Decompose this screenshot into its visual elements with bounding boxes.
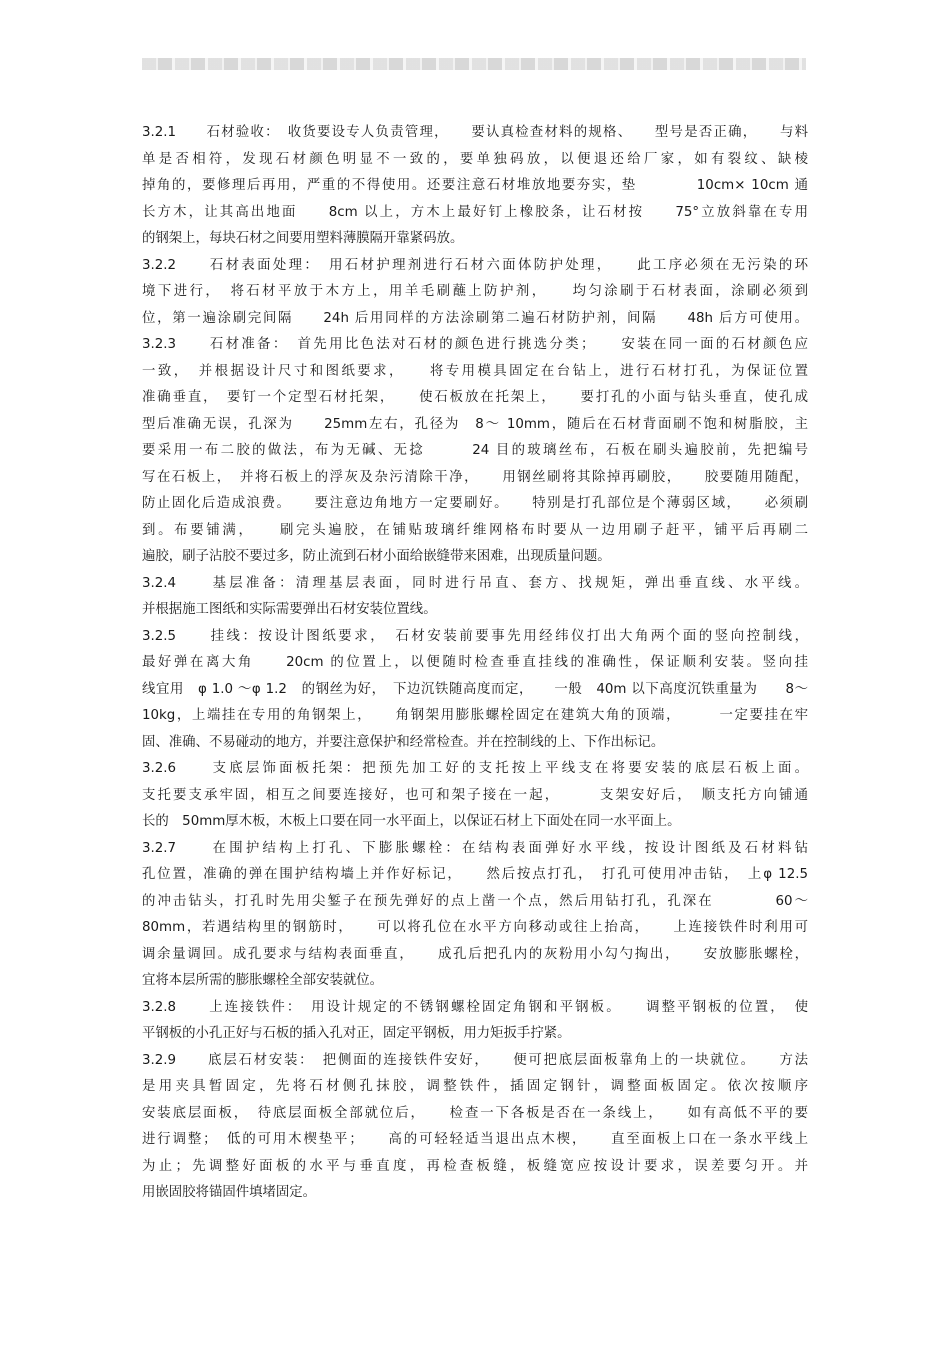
text-line: 孔位置，准确的弹在围护结构墙上并作好标记， 然后按点打孔， 打孔可使用冲击钻， 上φ 12.5 bbox=[142, 867, 808, 882]
text-line: 安装底层面板， 待底层面板全部就位后， 检查一下各板是否在一条线上， 如有高低不平的要 bbox=[142, 1105, 808, 1121]
text-line: 3.2.4 基层准备：清理基层表面，同时进行吊直、套方、找规矩，弹出垂直线、水平线。 bbox=[142, 575, 808, 591]
text-line: 一致， 并根据设计尺寸和图纸要求， 将专用模具固定在台钻上，进行石材打孔，为保证位置 bbox=[142, 363, 808, 379]
text-line: 平钢板的小孔正好与石板的插入孔对正，固定平钢板，用力矩扳手拧紧。 bbox=[142, 1026, 571, 1041]
text-line: 是用夹具暂固定，先将石材侧孔抹胶，调整铁件，插固定钢针，调整面板固定。依次按顺序 bbox=[142, 1079, 808, 1094]
text-line: 单是否相符，发现石材颜色明显不一致的，要单独码放，以便退还给厂家，如有裂纹、缺棱 bbox=[142, 151, 808, 167]
text-line: 80mm，若遇结构里的钢筋时， 可以将孔位在水平方向移动或往上抬高， 上连接铁件时利用可 bbox=[142, 920, 808, 935]
text-line: 3.2.5 挂线：按设计图纸要求， 石材安装前要事先用经纬仪打出大角两个面的竖向控制线， bbox=[142, 628, 808, 644]
text-line: 写在石板上， 并将石板上的浮灰及杂污清除干净， 用钢丝刷将其除掉再刷胶， 胶要随用随配， bbox=[142, 469, 808, 485]
text-line: 3.2.1 石材验收： 收货要设专人负责管理， 要认真检查材料的规格、 型号是否正确， 与料 bbox=[142, 125, 808, 140]
text-line: 宜将本层所需的膨胀螺栓全部安装就位。 bbox=[142, 973, 384, 988]
text-line: 长方木，让其高出地面 8cm 以上，方木上最好钉上橡胶条，让石材按 75°立放斜靠在专用 bbox=[142, 204, 808, 220]
text-line: 3.2.3 石材准备： 首先用比色法对石材的颜色进行挑选分类； 安装在同一面的石材颜色应 bbox=[142, 337, 808, 352]
header-rule bbox=[142, 58, 806, 70]
text-line: 境下进行， 将石材平放于木方上，用羊毛刷蘸上防护剂， 均匀涂刷于石材表面，涂刷必须到 bbox=[142, 284, 808, 299]
text-line: 的冲击钻头，打孔时先用尖錾子在预先弹好的点上凿一个点，然后用钻打孔，孔深在 60～ bbox=[142, 893, 808, 909]
text-line: 3.2.6 支底层饰面板托架：把预先加工好的支托按上平线支在将要安装的底层石板上面。 bbox=[142, 761, 808, 776]
text-line: 防止固化后造成浪费。 要注意边角地方一定要刷好。 特别是打孔部位是个薄弱区域， 必须刷 bbox=[142, 496, 808, 511]
text-line: 支托要支承牢固，相互之间要连接好，也可和架子接在一起， 支架安好后， 顺支托方向铺通 bbox=[142, 787, 808, 803]
text-line: 并根据施工图纸和实际需要弹出石材安装位置线。 bbox=[142, 602, 437, 617]
text-line: 3.2.2 石材表面处理： 用石材护理剂进行石材六面体防护处理， 此工序必须在无污染的环 bbox=[142, 257, 808, 273]
text-line: 长的 50mm厚木板，木板上口要在同一水平面上，以保证石材上下面处在同一水平面上。 bbox=[142, 814, 681, 829]
text-line: 型后准确无误，孔深为 25mm左右，孔径为 8～ 10mm，随后在石材背面刷不饱和树脂胶，主 bbox=[142, 416, 808, 432]
text-line: 固、准确、不易碰动的地方，并要注意保护和经常检查。并在控制线的上、下作出标记。 bbox=[142, 734, 665, 750]
text-line: 位，第一遍涂刷完间隔 24h 后用同样的方法涂刷第二遍石材防护剂，间隔 48h 后方可使用。 bbox=[142, 310, 808, 326]
text-line: 最好弹在离大角 20cm 的位置上，以便随时检查垂直挂线的准确性，保证顺利安装。竖向挂 bbox=[142, 655, 808, 670]
text-line: 用嵌固胶将锚固件填堵固定。 bbox=[142, 1185, 317, 1200]
text-line: 要采用一布二胶的做法，布为无碱、无捻 24 目的玻璃丝布，石板在刷头遍胶前，先把编号 bbox=[142, 443, 808, 458]
text-line: 进行调整； 低的可用木楔垫平； 高的可轻轻适当退出点木楔， 直至面板上口在一条水平线上 bbox=[142, 1132, 808, 1147]
text-line: 遍胶，刷子沾胶不要过多，防止流到石材小面给嵌缝带来困难，出现质量问题。 bbox=[142, 549, 611, 564]
document-body bbox=[142, 120, 808, 1207]
text-line: 3.2.9 底层石材安装： 把侧面的连接铁件安好， 便可把底层面板靠角上的一块就位。 方法 bbox=[142, 1052, 808, 1068]
text-line: 为止；先调整好面板的水平与垂直度，再检查板缝，板缝宽应按设计要求，误差要匀开。并 bbox=[142, 1158, 808, 1174]
text-line: 线宜用 φ 1.0 ～φ 1.2 的钢丝为好， 下边沉铁随高度而定， 一般 40m 以下高度沉铁重量为 8～ bbox=[142, 681, 808, 697]
text-line: 10kg，上端挂在专用的角钢架上， 角钢架用膨胀螺栓固定在建筑大角的顶端， 一定要挂在牢 bbox=[142, 708, 808, 723]
text-line: 的钢架上，每块石材之间要用塑料薄膜隔开靠紧码放。 bbox=[142, 231, 464, 246]
text-line: 3.2.8 上连接铁件： 用设计规定的不锈钢螺栓固定角钢和平钢板。 调整平钢板的位置， 使 bbox=[142, 999, 808, 1015]
text-line: 掉角的，要修理后再用，严重的不得使用。还要注意石材堆放地要夯实，垫 10cm× 10cm 通 bbox=[142, 178, 808, 193]
text-line: 到。布要铺满， 刷完头遍胶，在铺贴玻璃纤维网格布时要从一边用刷子赶平，铺平后再刷二 bbox=[142, 522, 808, 538]
text-line: 调余量调回。成孔要求与结构表面垂直， 成孔后把孔内的灰粉用小勾勺掏出， 安放膨胀螺栓， bbox=[142, 946, 808, 962]
text-line: 准确垂直， 要钉一个定型石材托架， 使石板放在托架上， 要打孔的小面与钻头垂直，使孔成 bbox=[142, 390, 808, 405]
text-line: 3.2.7 在围护结构上打孔、下膨胀螺栓：在结构表面弹好水平线，按设计图纸及石材料钻 bbox=[142, 840, 808, 856]
